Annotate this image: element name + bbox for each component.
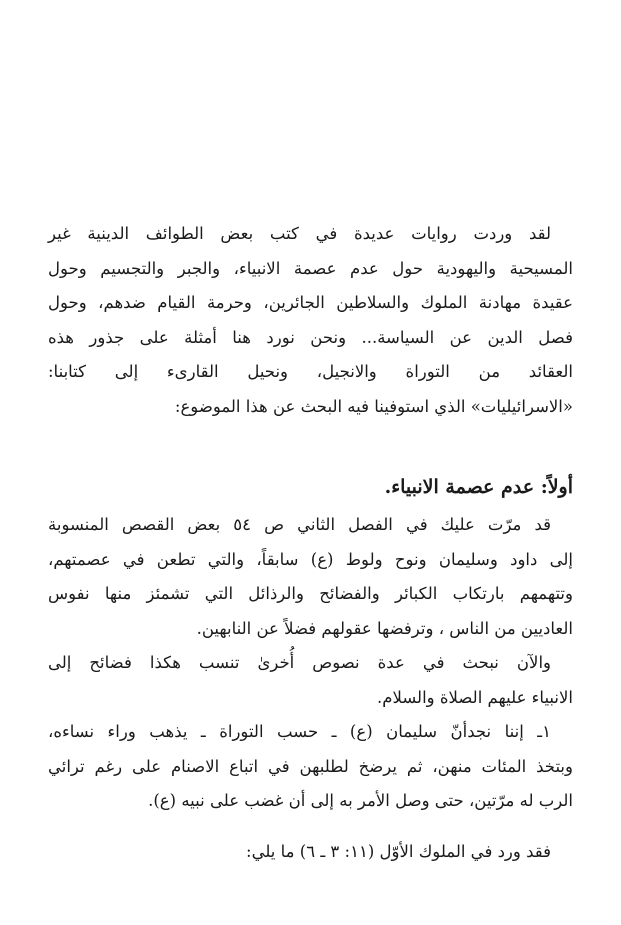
paragraph3-line-3: الرب له مرّتين، حتى وصل الأمر به إلى أن غضب على نبيه (ع). xyxy=(148,791,573,810)
intro-line-2: المسيحية واليهودية حول عدم عصمة الانبياء، والجبر والتجسيم وحول xyxy=(48,258,573,278)
intro-line-4: فصل الدين عن السياسة... ونحن نورد هنا أمثلة على جذور هذه xyxy=(48,327,573,347)
paragraph2-line-1: والآن نبحث في عدة نصوص أُخرىٰ تنسب هكذا فضائح إلى xyxy=(48,653,551,672)
paragraph1-line-3: وتتهمهم بارتكاب الكبائر والفضائح والرذائل التي تشمئز منها نفوس xyxy=(48,584,573,603)
paragraph2-line-2: الانبياء عليهم الصلاة والسلام. xyxy=(377,687,573,707)
intro-line-6: «الاسرائيليات» الذي استوفينا فيه البحث عن هذا الموضوع: xyxy=(174,396,573,416)
paragraph3-line-2: وبتخذ المئات منهن، ثم يرضخ لطلبهن في اتباع الاصنام على رغم ترائي xyxy=(48,756,573,776)
paragraph3-line-1: ١ـ إننا نجدأنّ سليمان (ع) ـ حسب التوراة ـ يذهب وراء نساءه، xyxy=(48,722,551,741)
source-reference-line: فقد ورد في الملوك الأوّل (١١: ٣ ـ ٦) ما يلي: xyxy=(246,842,551,861)
section-heading: أولاً: عدم عصمة الانبياء. xyxy=(384,476,573,498)
intro-line-3: عقيدة مهادنة الملوك والسلاطين الجائرين، وحرمة القيام ضدهم، وحول xyxy=(48,293,573,312)
intro-paragraph xyxy=(48,217,573,424)
paragraph1-line-2: إلى داود وسليمان ونوح ولوط (ع) سابقاً، والتي تطعن في عصمتهم، xyxy=(48,549,573,569)
paragraph1-line-4: العاديين من الناس ، وترفضها عقولهم فضلاً عن النابهين. xyxy=(196,618,573,638)
paragraph1-line-1: قد مرّت عليك في الفصل الثاني ص ٥٤ بعض القصص المنسوبة xyxy=(48,515,551,534)
intro-line-5: العقائد من التوراة والانجيل، ونحيل القارىء إلى كتابنا: xyxy=(48,362,573,381)
intro-line-1: لقد وردت روايات عديدة في كتب بعض الطوائف الدينية غير xyxy=(48,224,551,243)
section-body xyxy=(48,508,573,819)
